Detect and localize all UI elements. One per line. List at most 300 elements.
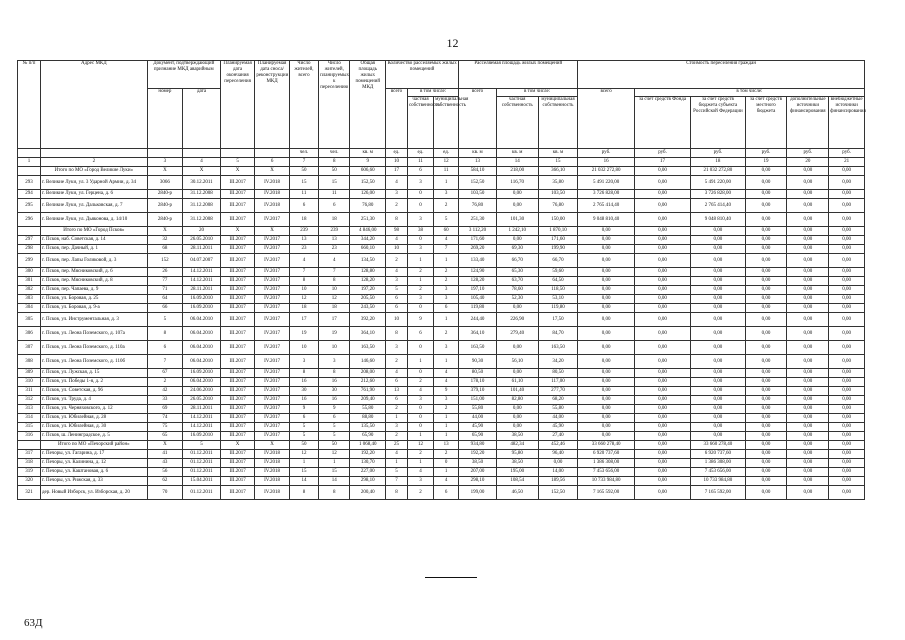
table-cell: 124,90 (459, 268, 497, 277)
table-row (18, 190, 865, 199)
table-cell: 38,50 (496, 432, 538, 441)
table-cell: 0,00 (634, 459, 690, 468)
table-cell: 21 032 272,80 (691, 167, 745, 176)
table-cell: 46,50 (496, 486, 538, 500)
table-cell: 294 (18, 190, 41, 199)
table-cell: 26 (147, 268, 183, 277)
table-cell: 0,00 (745, 355, 787, 369)
table-cell: 0,00 (787, 286, 829, 295)
table-cell: 13 (386, 387, 408, 396)
table-row (18, 423, 865, 432)
table-cell: 28.11.2011 (183, 286, 221, 295)
table-cell: 0,00 (691, 387, 745, 396)
table-cell: 8 (386, 213, 408, 227)
table-cell: 59,60 (538, 268, 578, 277)
table-cell: 5 (147, 313, 183, 327)
table-cell: 0,00 (634, 355, 690, 369)
table-cell: III.2017 (220, 396, 255, 405)
table-cell: 4 (289, 254, 318, 268)
address-cell: г. Печоры, ул. Каштановая, д. 6 (41, 468, 148, 477)
index-cell: 3 (147, 158, 183, 167)
table-cell: 2 (407, 450, 433, 459)
table-cell: 0,00 (578, 236, 634, 245)
index-cell: 20 (787, 158, 829, 167)
table-cell: III.2017 (220, 245, 255, 254)
table-cell: 56,10 (496, 355, 538, 369)
table-cell: 6 (147, 341, 183, 355)
table-row (18, 369, 865, 378)
table-cell: 0,00 (496, 199, 538, 213)
table-cell: III.2017 (220, 387, 255, 396)
table-cell: III.2017 (220, 486, 255, 500)
table-cell: 98 (386, 227, 408, 236)
table-cell: 0,00 (578, 387, 634, 396)
table-cell: IV.2017 (255, 341, 290, 355)
table-cell: 13 (434, 441, 459, 450)
table-cell: 18 (319, 213, 350, 227)
table-cell: 3 (386, 423, 408, 432)
index-cell: 15 (538, 158, 578, 167)
table-cell: 212,60 (350, 378, 386, 387)
page-number: 12 (446, 36, 459, 50)
table-cell: IV.2017 (255, 245, 290, 254)
table-cell: 0,00 (787, 176, 829, 190)
table-cell: 16 (319, 396, 350, 405)
table-cell: 6 920 737,60 (578, 450, 634, 459)
table-cell: 0,00 (787, 432, 829, 441)
table-cell: III.2017 (220, 378, 255, 387)
table-cell: 105,40 (459, 295, 497, 304)
table-cell: 2 (386, 432, 408, 441)
table-cell: 5 (319, 432, 350, 441)
table-cell: 0,00 (634, 450, 690, 459)
table-cell: 71 (147, 286, 183, 295)
table-cell: 197,20 (350, 286, 386, 295)
table-cell: 0,00 (829, 355, 865, 369)
table-cell: 0,00 (787, 378, 829, 387)
table-cell: 128,80 (350, 268, 386, 277)
table-cell: 0,00 (745, 378, 787, 387)
table-cell: 243,50 (350, 304, 386, 313)
units-row (18, 149, 865, 158)
table-cell: 0,00 (787, 236, 829, 245)
table-cell: 218,00 (496, 167, 538, 176)
index-cell: 17 (634, 158, 690, 167)
table-cell: 0,00 (691, 277, 745, 286)
table-cell: 7 (386, 477, 408, 486)
table-cell: 0 (407, 369, 433, 378)
table-cell: 126,00 (350, 190, 386, 199)
address-cell: Итого по МО «Город Великие Луки» (41, 167, 148, 176)
table-cell: 0,00 (634, 396, 690, 405)
table-cell: 18 (289, 213, 318, 227)
table-cell: 5 (183, 441, 221, 450)
table-cell: 0,00 (787, 450, 829, 459)
table-cell: 1 242,10 (496, 227, 538, 236)
table-cell: 178,10 (459, 378, 497, 387)
table-cell: 11 (319, 190, 350, 199)
table-cell: 135,50 (350, 423, 386, 432)
table-cell: 3 (407, 396, 433, 405)
table-cell: 5 (289, 432, 318, 441)
table-cell: 2840-р (147, 199, 183, 213)
table-cell: 1 (407, 432, 433, 441)
table-cell: 163,50 (459, 341, 497, 355)
unit-cell: кв. м (459, 149, 497, 158)
table-cell: 10 733 984,80 (691, 477, 745, 486)
index-cell: 10 (386, 158, 408, 167)
table-cell: 0,00 (745, 286, 787, 295)
table-cell: 133,40 (459, 254, 497, 268)
table-cell: 0,00 (829, 341, 865, 355)
table-cell: 0,00 (829, 405, 865, 414)
table-cell: 33 660 278,40 (691, 441, 745, 450)
table-cell: 0,00 (578, 286, 634, 295)
table-cell: 31.12.2008 (183, 213, 221, 227)
table-cell: 0,00 (691, 355, 745, 369)
table-cell: 06.04.2010 (183, 355, 221, 369)
table-cell: 192,20 (459, 450, 497, 459)
table-cell: III.2017 (220, 295, 255, 304)
index-cell: 14 (496, 158, 538, 167)
table-cell: 0,00 (829, 369, 865, 378)
table-cell: 80,50 (459, 369, 497, 378)
table-cell: 3 (434, 396, 459, 405)
table-cell: 10 (289, 286, 318, 295)
table-cell: IV.2017 (255, 277, 290, 286)
table-cell: 1 (434, 468, 459, 477)
table-cell: 308 (18, 355, 41, 369)
table-cell: 9 (434, 387, 459, 396)
table-cell: 6 (434, 304, 459, 313)
address-cell: г. Великие Луки, ул. Дальковская, д. 7 (41, 199, 148, 213)
table-cell: 19 (289, 327, 318, 341)
address-cell: г. Псков, наб. Советская, д. 14 (41, 236, 148, 245)
table-cell: 0,00 (829, 286, 865, 295)
table-cell: IV.2017 (255, 355, 290, 369)
col-cost: Стоимость переселения граждан (578, 61, 865, 89)
table-cell: 27,40 (538, 432, 578, 441)
table-cell: 0,00 (634, 199, 690, 213)
table-cell: 130,70 (350, 459, 386, 468)
table-cell: 3066 (147, 176, 183, 190)
table-cell: III.2017 (220, 414, 255, 423)
table-cell: IV.2018 (255, 199, 290, 213)
address-cell: г. Псков, ул. Победы 1-я, д. 2 (41, 378, 148, 387)
col-rooms-incl: в том числе: (407, 89, 458, 97)
table-cell: 2 (147, 378, 183, 387)
table-cell: 0,00 (787, 245, 829, 254)
table-cell: III.2017 (220, 355, 255, 369)
table-cell: 16 (319, 378, 350, 387)
table-cell: 0,00 (745, 327, 787, 341)
table-cell: 0,00 (829, 414, 865, 423)
address-cell: Итого по МО «Печорский район» (41, 441, 148, 450)
table-cell: 4 (319, 254, 350, 268)
index-cell: 11 (407, 158, 433, 167)
table-cell: 67 (147, 369, 183, 378)
table-cell: 0,00 (829, 441, 865, 450)
table-cell: 10 (289, 341, 318, 355)
table-cell: 0,00 (829, 387, 865, 396)
table-cell: 0,00 (829, 190, 865, 199)
col-document: Документ, подтверждающий признание МКД аварийным (147, 61, 220, 89)
table-cell: 227,00 (350, 468, 386, 477)
table-cell: 0,00 (578, 268, 634, 277)
table-cell: IV.2018 (255, 468, 290, 477)
col-area-incl: в том числе: (496, 89, 578, 97)
table-cell: X (147, 167, 183, 176)
table-cell: 152,50 (459, 176, 497, 190)
table-cell: 50 (289, 441, 318, 450)
table-cell: 17 (319, 313, 350, 327)
table-cell: 0,00 (634, 254, 690, 268)
table-cell: 9 (289, 405, 318, 414)
table-cell: 314 (18, 414, 41, 423)
subtotal-row (18, 227, 865, 236)
table-cell: IV.2017 (255, 268, 290, 277)
table-cell: 2 765 414,40 (578, 199, 634, 213)
table-cell: 239 (289, 227, 318, 236)
table-cell (18, 441, 41, 450)
col-num: № п/п (18, 61, 41, 149)
unit-cell (18, 149, 41, 158)
table-cell: 152,50 (350, 176, 386, 190)
unit-cell (147, 149, 183, 158)
table-cell: 0,00 (578, 227, 634, 236)
table-cell: 55,80 (350, 405, 386, 414)
table-cell: 0,00 (829, 277, 865, 286)
table-cell: 310 (18, 378, 41, 387)
table-cell: 2 765 414,40 (691, 199, 745, 213)
table-cell: 6 (386, 378, 408, 387)
table-cell: 5 (319, 423, 350, 432)
table-cell: 0,00 (829, 213, 865, 227)
table-cell: 0,00 (578, 277, 634, 286)
table-cell: IV.2018 (255, 459, 290, 468)
table-row (18, 432, 865, 441)
table-body (18, 158, 865, 500)
table-cell: 0 (407, 414, 433, 423)
table-cell: 2 (407, 378, 433, 387)
table-cell: 0,00 (829, 304, 865, 313)
table-cell: 2 (407, 286, 433, 295)
table-cell: IV.2018 (255, 477, 290, 486)
table-cell: 205,50 (350, 295, 386, 304)
table-cell: 108,54 (496, 477, 538, 486)
col-non-budget: внебюджетные источники финансирования (829, 97, 865, 149)
col-area-relocated: Расселяемая площадь жилых помещений (459, 61, 578, 89)
table-cell: 0,00 (787, 341, 829, 355)
table-cell: 0,00 (634, 468, 690, 477)
table-cell: 101,30 (496, 213, 538, 227)
col-living-area: Общая площадь жилых помещений МКД (350, 61, 386, 149)
col-residents-total: Число жителей, всего (289, 61, 318, 149)
table-header (18, 61, 865, 158)
table-cell: 0,00 (691, 423, 745, 432)
table-cell: 15 (319, 468, 350, 477)
table-cell: 33 660 278,40 (578, 441, 634, 450)
col-rooms-private: частная собственность (407, 97, 433, 149)
table-cell: 0,00 (787, 199, 829, 213)
unit-cell: руб. (787, 149, 829, 158)
table-cell: 152,50 (538, 486, 578, 500)
table-cell: 301 (18, 277, 41, 286)
table-cell: 50 (289, 167, 318, 176)
table-row (18, 355, 865, 369)
table-cell: 3 726 828,00 (578, 190, 634, 199)
table-cell: 1 386 308,00 (691, 459, 745, 468)
table-cell: 69 (147, 405, 183, 414)
table-cell: 23 (319, 245, 350, 254)
table-cell: 0,00 (745, 268, 787, 277)
table-cell: 06.04.2010 (183, 341, 221, 355)
col-rooms-total: всего (386, 89, 408, 149)
table-cell: 8 (289, 369, 318, 378)
unit-cell (41, 149, 148, 158)
table-cell: 4 (407, 387, 433, 396)
table-cell: 2 (434, 277, 459, 286)
table-cell: 0,00 (578, 423, 634, 432)
table-cell: 0,00 (634, 432, 690, 441)
index-cell: 2 (41, 158, 148, 167)
index-cell: 4 (183, 158, 221, 167)
table-cell: 0,00 (745, 254, 787, 268)
table-cell: 5 491 220,00 (691, 176, 745, 190)
table-cell: 14.12.2011 (183, 423, 221, 432)
table-cell: 119,80 (459, 304, 497, 313)
table-cell: 31.12.2008 (183, 199, 221, 213)
table-cell: X (255, 167, 290, 176)
table-cell: 3 (289, 355, 318, 369)
table-cell: 6 (289, 414, 318, 423)
table-cell: IV.2017 (255, 313, 290, 327)
table-cell: 65,90 (459, 432, 497, 441)
address-cell: г. Псков, ул. Леона Поземского, д. 110б (41, 355, 148, 369)
table-cell: 30 (319, 387, 350, 396)
table-cell: 364,10 (459, 327, 497, 341)
table-row (18, 387, 865, 396)
table-cell: 0 (407, 304, 433, 313)
table-cell: 0,00 (634, 441, 690, 450)
table-cell: 244,40 (459, 313, 497, 327)
table-cell: 65,90 (350, 432, 386, 441)
col-area-private: частная собственность (496, 97, 538, 149)
subtotal-row (18, 167, 865, 176)
table-cell: 0,00 (691, 341, 745, 355)
table-cell: 103,50 (538, 190, 578, 199)
table-cell: 101,40 (496, 387, 538, 396)
table-cell: 269,20 (459, 245, 497, 254)
table-cell: 8 (289, 277, 318, 286)
table-cell: 7 (147, 355, 183, 369)
table-cell: 128,20 (459, 277, 497, 286)
table-cell: 15 (289, 468, 318, 477)
table-cell: 117,00 (538, 378, 578, 387)
table-cell: 584,10 (459, 167, 497, 176)
table-cell: IV.2017 (255, 304, 290, 313)
table-cell: 277,70 (538, 387, 578, 396)
table-row (18, 341, 865, 355)
table-cell: 1 (407, 277, 433, 286)
table-row (18, 277, 865, 286)
col-cost-incl: в том числе: (634, 89, 864, 97)
table-cell: III.2017 (220, 468, 255, 477)
signature-line (425, 577, 477, 578)
table-cell: 392,20 (350, 313, 386, 327)
table-cell: 0,00 (829, 167, 865, 176)
table-cell: 119,80 (538, 304, 578, 313)
index-row (18, 158, 865, 167)
table-cell: 606,60 (350, 167, 386, 176)
unit-cell (183, 149, 221, 158)
table-cell: 0,00 (634, 477, 690, 486)
table-cell: 0,00 (745, 190, 787, 199)
footer-code: 63Д (24, 617, 43, 629)
table-cell: 0,00 (787, 369, 829, 378)
unit-cell (255, 149, 290, 158)
table-cell: 0,00 (745, 304, 787, 313)
table-cell: 0,00 (745, 167, 787, 176)
table-cell: 0,00 (634, 304, 690, 313)
table-cell: 163,50 (538, 341, 578, 355)
table-cell: 25 (386, 441, 408, 450)
unit-cell: ед. (434, 149, 459, 158)
table-cell: 0,00 (496, 190, 538, 199)
table-cell: 0,00 (745, 227, 787, 236)
table-row (18, 378, 865, 387)
table-cell: 2 (386, 405, 408, 414)
table-cell: 296 (18, 213, 41, 227)
table-cell: 12 (319, 450, 350, 459)
table-cell: 0,00 (829, 254, 865, 268)
unit-cell: руб. (829, 149, 865, 158)
table-cell: 0,00 (787, 313, 829, 327)
address-cell: г. Псков, ул. Инструментальная, д. 3 (41, 313, 148, 327)
address-cell: г. Псков, ул. Леона Поземского, д. 110а (41, 341, 148, 355)
table-cell: 26.05.2010 (183, 236, 221, 245)
table-cell: 0,00 (496, 405, 538, 414)
table-cell: 0,00 (829, 423, 865, 432)
table-cell: 8 (386, 486, 408, 500)
table-cell: 28.11.2011 (183, 405, 221, 414)
table-cell: 0,00 (745, 199, 787, 213)
index-cell: 5 (220, 158, 255, 167)
table-cell: 0,00 (829, 477, 865, 486)
table-cell (18, 167, 41, 176)
table-cell: 2 (434, 450, 459, 459)
table-cell: 38,50 (459, 459, 497, 468)
table-row (18, 199, 865, 213)
table-cell: 0,00 (496, 414, 538, 423)
table-cell: 366,10 (538, 167, 578, 176)
table-cell: 41 (147, 450, 183, 459)
table-cell: 45,90 (459, 423, 497, 432)
table-cell: 163,50 (350, 341, 386, 355)
table-cell: III.2017 (220, 304, 255, 313)
table-cell: 4 (386, 176, 408, 190)
table-cell: 0,00 (496, 341, 538, 355)
table-cell: 1 (434, 355, 459, 369)
table-cell: 6 (434, 486, 459, 500)
table-cell: 0,00 (829, 176, 865, 190)
table-cell: 15 (319, 176, 350, 190)
table-cell: III.2017 (220, 268, 255, 277)
table-cell: 0,00 (691, 304, 745, 313)
table-cell: 0,00 (634, 486, 690, 500)
table-cell: 14.12.2011 (183, 268, 221, 277)
table-cell: 0,00 (691, 405, 745, 414)
